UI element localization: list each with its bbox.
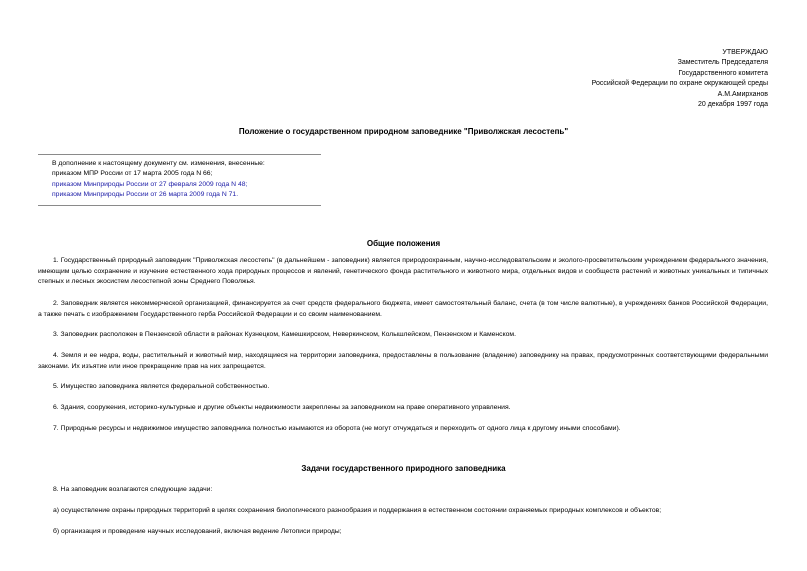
paragraph-3: 3. Заповедник расположен в Пензенской области в районах Кузнецком, Камешкирском, Неверкинском, Колышлейском, Пензенском и Каменском. [53, 331, 516, 338]
paragraph-1: 1. Государственный природный заповедник "Приволжская лесостепь" (в дальнейшем - заповедник) является природоохранным, научно-исследовательским и эколого-просветительским учреждением федерального значения, имеющим целью сохранение и изучение естественного хода природных процессов и явлений, генетического фонда растительного и животного мира, отдельных видов и сообществ растений и животных уникальных и типичных степных и лесных экосистем лесостепной зоны Среднего Поволжья. [38, 257, 768, 285]
paragraph-4: 4. Земля и ее недра, воды, растительный и животный мир, находящиеся на территории заповедника, предоставлены в пользование (владение) заповеднику на правах, предусмотренных соответствующими федеральными законами. Их изъятие или иное прекращение прав на них запрещается. [38, 352, 768, 370]
paragraph-5: 5. Имущество заповедника является федеральной собственностью. [53, 383, 270, 390]
paragraph-8b: б) организация и проведение научных исследований, включая ведение Летописи природы; [53, 528, 342, 535]
approval-committee: Государственного комитета [678, 69, 768, 77]
paragraph-2: 2. Заповедник является некоммерческой организацией, финансируется за счет средств федерального бюджета, имеет самостоятельный баланс, счета (в том числе валютные), в учреждениях банков Российской Федерации, а также печать с изображением Государственного герба Российской Федерации и со своим наименованием. [38, 300, 768, 318]
paragraph-6: 6. Здания, сооружения, историко-культурные и другие объекты недвижимости закреплены за заповедником на праве оперативного управления. [53, 404, 511, 411]
paragraph-8a: а) осуществление охраны природных территорий в целях сохранения биологического разнообразия и поддержания в естественном состоянии охраняемых природных комплексов и объектов; [53, 507, 662, 514]
section-title-tasks: Задачи государственного природного заповедника [301, 464, 506, 473]
section-title-general: Общие положения [366, 239, 441, 248]
amendment-link-2009-mar[interactable]: приказом Минприроды России от 26 марта 2009 года N 71. [52, 191, 239, 199]
approval-heading: УТВЕРЖДАЮ [722, 49, 768, 56]
amendments-notice [38, 154, 321, 206]
approval-position: Заместитель Председателя [677, 59, 768, 67]
document-title: Положение о государственном природном заповеднике "Приволжская лесостепь" [238, 127, 569, 136]
amendment-order-2005: приказом МПР России от 17 марта 2005 года N 66; [52, 170, 213, 178]
amendments-intro: В дополнение к настоящему документу см. изменения, внесенные: [52, 160, 265, 167]
amendment-link-2009-feb[interactable]: приказом Минприроды России от 27 февраля 2009 года N 48; [52, 180, 248, 188]
paragraph-7: 7. Природные ресурсы и недвижимое имущество заповедника полностью изымаются из оборота (не могут отчуждаться и переходить от одного лица к другому иными способами). [53, 425, 621, 432]
approval-block [592, 48, 768, 110]
paragraph-8: 8. На заповедник возлагаются следующие задачи: [53, 486, 213, 493]
approval-signatory: А.М.Амирханов [717, 90, 768, 98]
approval-date: 20 декабря 1997 года [697, 101, 768, 109]
approval-organization: Российской Федерации по охране окружающей среды [591, 80, 768, 88]
